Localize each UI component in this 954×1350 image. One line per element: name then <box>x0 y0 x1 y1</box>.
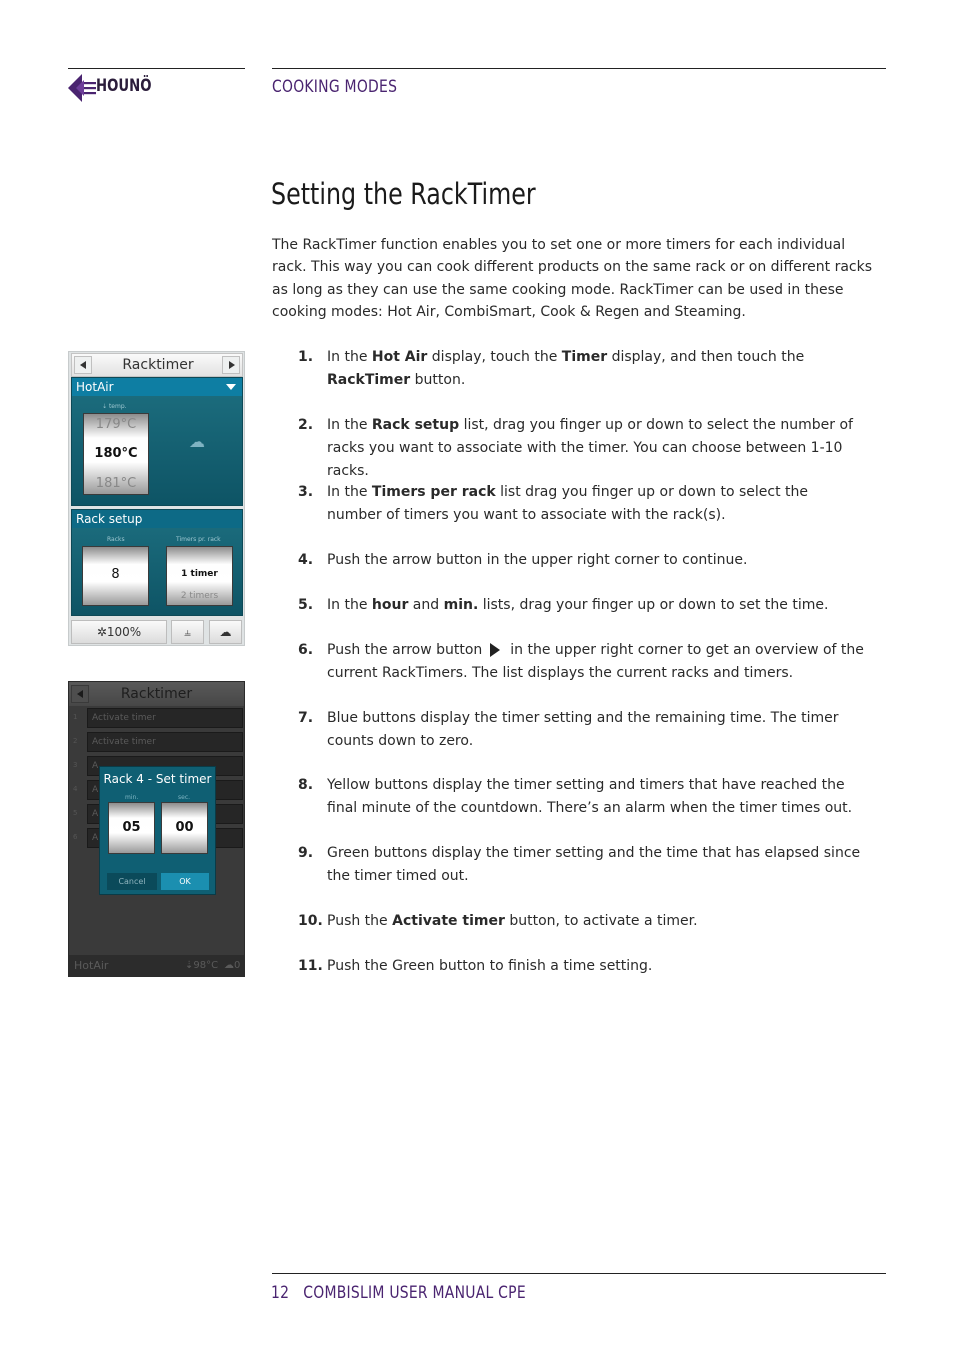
timers-roller[interactable] <box>166 546 233 606</box>
step-text-part: In the <box>327 349 372 365</box>
page-footer <box>271 1283 526 1303</box>
forward-arrow-button[interactable] <box>222 356 240 374</box>
rack-number: 6 <box>73 833 78 841</box>
header-rule-left <box>68 68 245 69</box>
step-text-part: Green buttons display the timer setting and the time that has elapsed since the timer timed out. <box>327 845 861 884</box>
step-number: 10. <box>298 913 323 929</box>
step-text-part: list, drag you finger up or down to select the number of racks you want to associate with the timer. You can choose between 1-10 racks. <box>327 417 853 479</box>
steam-icon: ☁ <box>219 625 232 639</box>
rack-settings-button[interactable] <box>171 620 204 644</box>
fan-icon: ✲ <box>96 625 107 639</box>
logo-text: HOUNÖ <box>96 76 152 96</box>
step-text-part: button, to activate a timer. <box>504 913 698 929</box>
min-value: 05 <box>122 820 141 835</box>
step-number: 5. <box>298 597 314 613</box>
temperature-roller[interactable] <box>83 413 149 495</box>
step-keyword: Hot Air <box>371 349 428 365</box>
temp-prev: 179°C <box>95 417 137 432</box>
status-temp: ⇣98°C <box>185 960 219 971</box>
step-keyword: min. <box>443 597 479 613</box>
min-label: min. <box>125 794 139 801</box>
intro-paragraph: The RackTimer function enables you to set one or more timers for each individual rack. This way you can cook different products on the same rack or on different racks as long as they can use the same cooking mode. RackTimer can be used in these cooking modes: Hot Air, CombiSmart, Cook & Regen and Steaming. <box>272 237 873 321</box>
ok-button[interactable]: OK <box>161 873 209 890</box>
cancel-button[interactable]: Cancel <box>107 873 157 890</box>
step-text <box>327 774 867 820</box>
racks-roller[interactable] <box>82 546 149 606</box>
step-text-part: Push the Green button to finish a time setting. <box>327 958 653 974</box>
temp-next: 181°C <box>95 476 137 491</box>
steam-icon: ☁ <box>189 432 205 451</box>
step-text-part: display, and then touch the <box>607 349 805 365</box>
step-text <box>327 549 867 572</box>
step-number: 8. <box>298 777 314 793</box>
rack-number: 4 <box>73 785 78 793</box>
step-text <box>327 707 867 753</box>
step-keyword: Rack setup <box>371 417 460 433</box>
step-text <box>327 955 867 978</box>
step-text <box>327 842 867 888</box>
header-rule-right <box>272 68 886 69</box>
step-text <box>327 910 867 933</box>
step-number: 3. <box>298 484 314 500</box>
step-text-part: list drag you finger up or down to select the number of timers you want to associate with the rack(s). <box>327 484 809 523</box>
manual-title: COMBISLIM USER MANUAL CPE <box>303 1283 526 1303</box>
activate-timer-button[interactable]: A <box>87 804 243 824</box>
page-number: 12 <box>271 1283 290 1303</box>
minutes-roller[interactable] <box>108 802 155 854</box>
screen2-title: Racktimer <box>120 686 193 702</box>
status-bar <box>69 955 244 976</box>
step-keyword: hour <box>371 597 409 613</box>
footer-rule <box>272 1273 886 1274</box>
houno-logo-icon <box>68 74 98 102</box>
steam-button[interactable] <box>209 620 242 644</box>
step-text-part: Yellow buttons display the timer setting and timers that have reached the final minute of the countdown. There’s an alarm when the timer times out. <box>327 777 853 816</box>
step-number: 1. <box>298 349 314 365</box>
timers-next: 2 timers <box>180 591 219 601</box>
rack-number: 2 <box>73 737 78 745</box>
step-text-part: Push the arrow button in the upper right corner to continue. <box>327 552 748 568</box>
fan-speed-button[interactable] <box>71 620 167 644</box>
sec-value: 00 <box>175 820 194 835</box>
timers-label: Timers pr. rack <box>176 536 221 543</box>
step-number: 6. <box>298 642 314 658</box>
mode-dropdown[interactable] <box>72 378 242 396</box>
seconds-roller[interactable] <box>161 802 208 854</box>
step-keyword: RackTimer <box>327 372 411 388</box>
step-text <box>327 594 867 617</box>
screen2-header <box>69 682 244 706</box>
rack-icon: ⫨ <box>184 625 191 639</box>
racktimer-screenshot-set-timer <box>68 681 245 977</box>
step-text-part: display, touch the <box>427 349 562 365</box>
step-number: 11. <box>298 958 323 974</box>
status-mode: HotAir <box>74 959 109 972</box>
rack-setup-panel <box>71 509 243 616</box>
activate-timer-button[interactable]: A <box>87 780 243 800</box>
mode-label: HotAir <box>76 380 114 394</box>
step-text-part: button. <box>410 372 466 388</box>
screen-header <box>71 353 243 377</box>
page-title: Setting the RackTimer <box>271 177 536 211</box>
step-keyword: Activate timer <box>392 913 505 929</box>
activate-timer-button[interactable]: Activate timer <box>87 732 243 752</box>
status-count: ☁0 <box>224 960 241 971</box>
step-text-part: and <box>408 597 444 613</box>
step-number: 7. <box>298 710 314 726</box>
temp-current: 180°C <box>94 446 138 461</box>
rack-number: 5 <box>73 809 78 817</box>
rack-number: 1 <box>73 713 78 721</box>
step-text-part: in the upper right corner to get an overview of the current RackTimers. The list displays the current racks and timers. <box>327 642 864 681</box>
fan-value: 100% <box>106 625 142 639</box>
step-text-part: lists, drag your finger up or down to set the time. <box>478 597 829 613</box>
step-text-part: In the <box>327 417 372 433</box>
dialog-title: Rack 4 - Set timer <box>103 772 212 786</box>
step-text-part: In the <box>327 597 372 613</box>
activate-timer-button[interactable]: A <box>87 756 243 776</box>
step-text-part: Push the arrow button <box>327 642 483 658</box>
step-text <box>327 346 867 392</box>
activate-timer-button[interactable]: A <box>87 828 243 848</box>
step-text-part: Push the <box>327 913 393 929</box>
rack-setup-header <box>72 510 242 528</box>
step-number: 4. <box>298 552 314 568</box>
arrow-right-icon <box>490 643 500 657</box>
arrow-right-icon <box>229 361 235 369</box>
rack-number: 3 <box>73 761 78 769</box>
step-keyword: Timers per rack <box>371 484 496 500</box>
chevron-down-icon <box>226 384 236 390</box>
rack-setup-label: Rack setup <box>76 512 143 526</box>
section-title: COOKING MODES <box>272 77 398 97</box>
step-text <box>327 414 867 483</box>
timers-value: 1 timer <box>181 569 218 579</box>
temp-label: ⇣ temp. <box>102 403 127 410</box>
set-timer-dialog <box>99 766 216 895</box>
step-text <box>327 639 867 685</box>
racktimer-screenshot-setup <box>68 351 245 646</box>
step-keyword: Timer <box>561 349 608 365</box>
step-text-part: Blue buttons display the timer setting and the remaining time. The timer counts down to zero. <box>327 710 839 749</box>
racks-label: Racks <box>107 536 125 543</box>
step-number: 2. <box>298 417 314 433</box>
activate-timer-button[interactable]: Activate timer <box>87 708 243 728</box>
racks-value: 8 <box>111 567 120 582</box>
step-text-part: In the <box>327 484 372 500</box>
screen-title: Racktimer <box>122 357 194 373</box>
sec-label: sec. <box>178 794 191 801</box>
hotair-panel <box>71 377 243 506</box>
step-number: 9. <box>298 845 314 861</box>
step-text <box>327 481 867 527</box>
